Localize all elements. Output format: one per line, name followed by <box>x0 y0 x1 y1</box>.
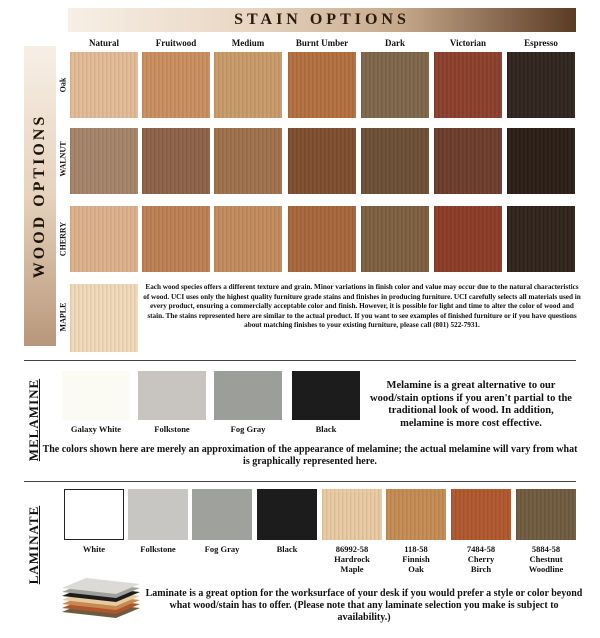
laminate-swatch-hardrock-maple <box>322 489 382 540</box>
swatch-walnut-victorian <box>434 128 502 194</box>
swatch-walnut-dark <box>361 128 429 194</box>
stain-options-title: STAIN OPTIONS <box>234 11 410 28</box>
section-divider <box>24 360 576 361</box>
laminate-swatch-finnish-oak <box>386 489 446 540</box>
laminate-section-label: LAMINATE <box>26 505 41 585</box>
laminate-sample-stack-image <box>58 578 142 622</box>
stain-options-banner <box>68 8 576 32</box>
stain-header-espresso: Espresso <box>524 38 558 48</box>
swatch-oak-fruitwood <box>142 52 210 118</box>
melamine-swatch-fog-gray <box>214 371 282 420</box>
laminate-label-hardrock-maple: 86992-58 Hardrock Maple <box>334 544 370 574</box>
laminate-label-folkstone: Folkstone <box>140 544 176 554</box>
swatch-walnut-espresso <box>507 128 575 194</box>
laminate-swatch-chestnut-woodline <box>516 489 576 540</box>
swatch-walnut-medium <box>214 128 282 194</box>
swatch-oak-burnt-umber <box>288 52 356 118</box>
laminate-swatch-folkstone <box>128 489 188 540</box>
swatch-cherry-fruitwood <box>142 206 210 272</box>
melamine-swatch-folkstone <box>138 371 206 420</box>
melamine-label-folkstone: Folkstone <box>154 424 190 434</box>
melamine-blurb: Melamine is a great alternative to our wood/stain options if you aren't partial to the traditional look of wood. In addition, melamine is more cost effective. <box>370 380 572 429</box>
laminate-swatch-black <box>257 489 317 540</box>
swatch-oak-dark <box>361 52 429 118</box>
melamine-label-black: Black <box>315 424 337 434</box>
stain-header-medium: Medium <box>231 38 265 48</box>
swatch-cherry-espresso <box>507 206 575 272</box>
swatch-oak-medium <box>214 52 282 118</box>
swatch-oak-victorian <box>434 52 502 118</box>
laminate-swatch-cherry-birch <box>451 489 511 540</box>
laminate-label-white: White <box>82 544 106 554</box>
melamine-swatch-black <box>292 371 360 420</box>
melamine-note: The colors shown here are merely an approximation of the appearance of melamine; the actual melamine will vary from what is graphically represented here. <box>42 444 578 467</box>
swatch-cherry-victorian <box>434 206 502 272</box>
stain-header-victorian: Victorian <box>449 38 487 48</box>
wood-description: Each wood species offers a different texture and grain. Minor variations in finish color and value may occur due to the natural characteristics of wood. UCI uses only the highest quality furniture grade stains and finishes in producing furniture. UCI carefully selects all materials used in every product, ensuring a commercially acceptable color and finish. However, it is possible for light and time to alter the color of wood and stain. The stains represented here are similar to the actual product. If you want to see examples of finished furniture or if you have questions about matching finishes to your existing furniture, please call (801) 522-7931. <box>143 283 581 330</box>
species-label-oak: Oak <box>58 77 68 93</box>
stain-header-fruitwood: Fruitwood <box>155 38 197 48</box>
wood-options-label: WOOD OPTIONS <box>31 113 48 279</box>
section-divider <box>24 481 576 482</box>
melamine-label-fog-gray: Fog Gray <box>230 424 266 434</box>
laminate-swatch-fog-gray <box>192 489 252 540</box>
laminate-label-black: Black <box>276 544 298 554</box>
swatch-walnut-fruitwood <box>142 128 210 194</box>
laminate-label-cherry-birch: 7484-58 Cherry Birch <box>466 544 496 574</box>
swatch-walnut-natural <box>70 128 138 194</box>
species-label-walnut: WALNUT <box>58 141 68 177</box>
laminate-label-finnish-oak: 118-58 Finnish Oak <box>402 544 430 574</box>
laminate-label-chestnut-woodline: 5884-58 Chestnut Woodline <box>528 544 564 574</box>
swatch-oak-espresso <box>507 52 575 118</box>
laminate-label-fog-gray: Fog Gray <box>204 544 240 554</box>
melamine-label-galaxy-white: Galaxy White <box>70 424 122 434</box>
melamine-section-label: MELAMINE <box>26 378 41 462</box>
melamine-swatch-galaxy-white <box>62 371 130 420</box>
wood-options-sidebar <box>24 46 56 346</box>
swatch-oak-natural <box>70 52 138 118</box>
species-label-maple: MAPLE <box>58 302 68 332</box>
laminate-swatch-white <box>64 489 124 540</box>
swatch-cherry-medium <box>214 206 282 272</box>
swatch-cherry-burnt-umber <box>288 206 356 272</box>
stain-header-dark: Dark <box>385 38 405 48</box>
stain-header-natural: Natural <box>89 38 119 48</box>
swatch-cherry-natural <box>70 206 138 272</box>
swatch-walnut-burnt-umber <box>288 128 356 194</box>
laminate-blurb: Laminate is a great option for the worksurface of your desk if you would prefer a style or color beyond what wood/stain has to offer. (Please note that any laminate selection you make is subject to availability.) <box>145 588 583 623</box>
species-label-cherry: CHERRY <box>58 221 68 257</box>
swatch-maple-natural <box>70 284 138 352</box>
stain-header-burnt-umber: Burnt Umber <box>295 38 349 48</box>
swatch-cherry-dark <box>361 206 429 272</box>
